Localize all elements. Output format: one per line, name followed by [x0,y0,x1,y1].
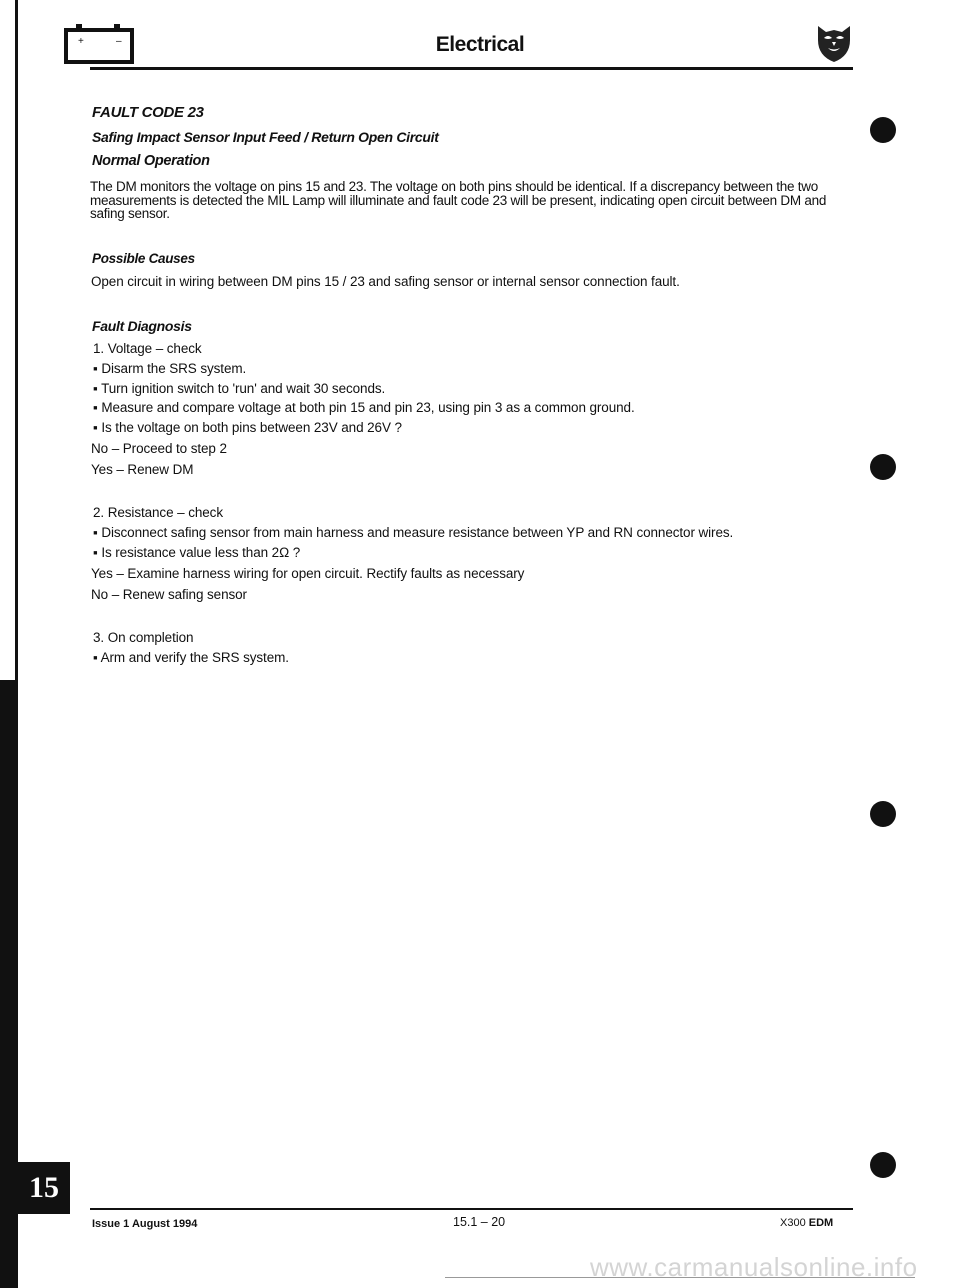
jaguar-head-logo [812,20,856,64]
step-1-yes-result: Yes – Renew DM [91,462,194,477]
step-1-item: ▪ Is the voltage on both pins between 23V and 26V ? [93,420,402,435]
issue-date: Issue 1 August 1994 [92,1218,198,1230]
step-2-heading: 2. Resistance – check [93,505,223,520]
watermark-text: www.carmanualsonline.info [590,1252,918,1282]
punch-hole [870,454,896,480]
punch-hole [870,117,896,143]
possible-causes-text: Open circuit in wiring between DM pins 15 / 23 and safing sensor or internal sensor connection fault. [91,274,680,289]
footer-rule [90,1208,853,1210]
normal-operation-text: The DM monitors the voltage on pins 15 and 23. The voltage on both pins should be identical. If a discrepancy between the two measurements is detected the MIL Lamp will illuminate and fault code 23 will be present, indicating open circuit between DM and safing sensor. [90,179,827,221]
step-3-heading: 3. On completion [93,630,194,645]
battery-plus-sign: + [78,36,84,47]
step-1-no-result: No – Proceed to step 2 [91,441,227,456]
model-prefix: X300 [780,1217,809,1229]
battery-minus-sign: – [116,36,122,47]
page-number: 15.1 – 20 [453,1215,506,1229]
step-1-item: ▪ Measure and compare voltage at both pin 15 and pin 23, using pin 3 as a common ground. [93,400,635,415]
step-2-item: ▪ Disconnect safing sensor from main harness and measure resistance between YP and RN connector wires. [93,525,734,540]
step-1-item: ▪ Disarm the SRS system. [93,361,247,376]
fault-diagnosis-heading: Fault Diagnosis [92,318,192,334]
model-suffix: EDM [808,1217,834,1229]
left-margin-bar [15,0,18,680]
possible-causes-heading: Possible Causes [92,251,195,266]
step-1-item: ▪ Turn ignition switch to 'run' and wait 30 seconds. [93,381,386,396]
step-1-heading: 1. Voltage – check [93,341,202,356]
punch-hole [870,1152,896,1178]
page-title: Electrical [435,33,525,56]
step-2-yes-result: Yes – Examine harness wiring for open circuit. Rectify faults as necessary [91,566,525,581]
step-2-no-result: No – Renew safing sensor [91,587,247,602]
normal-operation-heading: Normal Operation [92,153,210,169]
fault-code-heading: FAULT CODE 23 [92,104,204,121]
section-tab: 15 [18,1162,70,1214]
punch-hole [870,801,896,827]
left-margin-bar-thick [0,680,18,1288]
step-2-item: ▪ Is resistance value less than 2Ω ? [93,545,301,560]
header-rule [90,67,853,70]
step-3-item: ▪ Arm and verify the SRS system. [93,650,289,665]
fault-title: Safing Impact Sensor Input Feed / Return Open Circuit [92,129,439,145]
model-code [780,1217,833,1229]
